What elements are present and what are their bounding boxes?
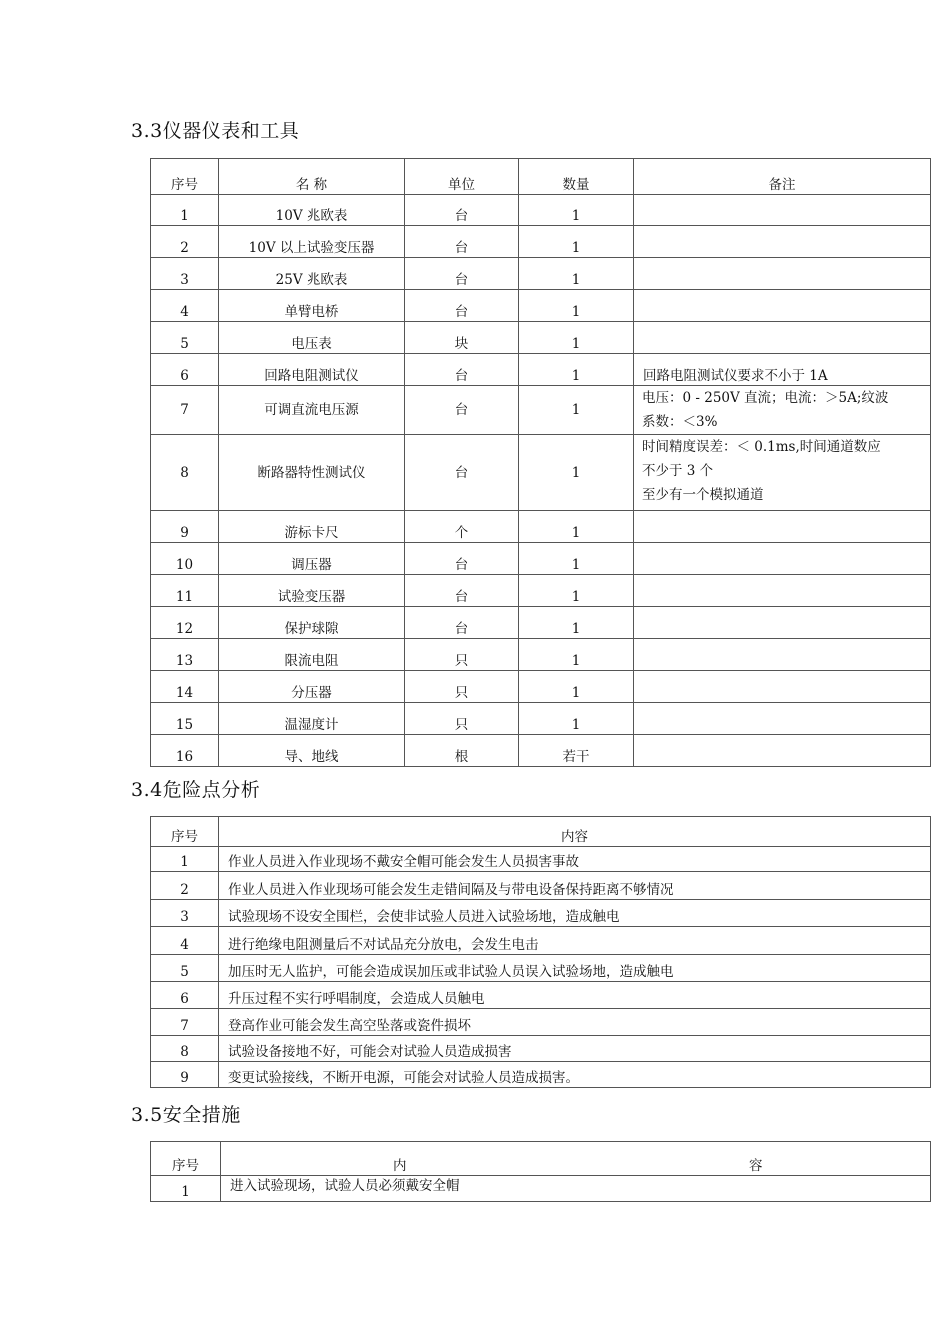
note-line: 电压：0 - 250V 直流；电流：＞5A;纹波 bbox=[642, 390, 889, 406]
row-no: 8 bbox=[151, 1036, 219, 1062]
row-qty: 1 bbox=[519, 671, 634, 703]
row-no: 1 bbox=[151, 847, 219, 872]
header-content: 内容 bbox=[219, 817, 931, 847]
header-content-part1: 内 bbox=[393, 1158, 407, 1174]
table-row bbox=[151, 543, 931, 575]
row-text: 进行绝缘电阻测量后不对试品充分放电，会发生电击 bbox=[219, 927, 931, 955]
row-no: 14 bbox=[151, 671, 219, 703]
row-unit: 只 bbox=[405, 639, 519, 671]
row-name: 保护球隙 bbox=[219, 607, 405, 639]
row-note bbox=[634, 195, 931, 226]
table-row bbox=[151, 703, 931, 735]
row-no: 7 bbox=[151, 1009, 219, 1036]
header-no: 序号 bbox=[151, 159, 219, 195]
table-row bbox=[151, 1009, 931, 1036]
row-name: 25V 兆欧表 bbox=[219, 258, 405, 290]
row-unit: 根 bbox=[405, 735, 519, 767]
table-row bbox=[151, 1036, 931, 1062]
table-row bbox=[151, 511, 931, 543]
header-content bbox=[221, 1142, 931, 1176]
row-note bbox=[634, 575, 931, 607]
row-name: 限流电阻 bbox=[219, 639, 405, 671]
row-name: 可调直流电压源 bbox=[219, 386, 405, 435]
row-name: 调压器 bbox=[219, 543, 405, 575]
row-text: 加压时无人监护，可能会造成误加压或非试验人员误入试验场地，造成触电 bbox=[219, 955, 931, 982]
row-unit: 台 bbox=[405, 575, 519, 607]
row-unit: 台 bbox=[405, 543, 519, 575]
row-no: 5 bbox=[151, 322, 219, 354]
row-qty: 若干 bbox=[519, 735, 634, 767]
table-row bbox=[151, 575, 931, 607]
row-no: 9 bbox=[151, 511, 219, 543]
header-note: 备注 bbox=[634, 159, 931, 195]
row-name: 回路电阻测试仪 bbox=[219, 354, 405, 386]
row-qty: 1 bbox=[519, 435, 634, 511]
row-qty: 1 bbox=[519, 354, 634, 386]
row-unit: 台 bbox=[405, 354, 519, 386]
row-note bbox=[634, 639, 931, 671]
row-qty: 1 bbox=[519, 226, 634, 258]
row-text: 试验现场不设安全围栏，会使非试验人员进入试验场地，造成触电 bbox=[219, 900, 931, 927]
row-name: 温湿度计 bbox=[219, 703, 405, 735]
row-qty: 1 bbox=[519, 195, 634, 226]
row-no: 2 bbox=[151, 872, 219, 900]
row-text: 登高作业可能会发生高空坠落或瓷件损坏 bbox=[219, 1009, 931, 1036]
row-note bbox=[634, 226, 931, 258]
row-unit: 块 bbox=[405, 322, 519, 354]
row-no: 12 bbox=[151, 607, 219, 639]
row-qty: 1 bbox=[519, 607, 634, 639]
row-no: 6 bbox=[151, 982, 219, 1009]
row-no: 3 bbox=[151, 900, 219, 927]
row-note bbox=[634, 703, 931, 735]
row-unit: 台 bbox=[405, 607, 519, 639]
row-name: 游标卡尺 bbox=[219, 511, 405, 543]
row-text: 进入试验现场，试验人员必须戴安全帽 bbox=[221, 1176, 931, 1202]
row-name: 分压器 bbox=[219, 671, 405, 703]
row-name: 10V 以上试验变压器 bbox=[219, 226, 405, 258]
row-qty: 1 bbox=[519, 322, 634, 354]
table-row bbox=[151, 1176, 931, 1202]
row-unit: 台 bbox=[405, 435, 519, 511]
row-no: 15 bbox=[151, 703, 219, 735]
row-no: 13 bbox=[151, 639, 219, 671]
table-row bbox=[151, 226, 931, 258]
section-3-4-title: 3.4危险点分析 bbox=[131, 779, 261, 801]
row-note: 回路电阻测试仪要求不小于 1A bbox=[634, 354, 931, 386]
table-row bbox=[151, 735, 931, 767]
row-name: 导、地线 bbox=[219, 735, 405, 767]
row-no: 8 bbox=[151, 435, 219, 511]
row-qty: 1 bbox=[519, 258, 634, 290]
row-text: 作业人员进入作业现场不戴安全帽可能会发生人员损害事故 bbox=[219, 847, 931, 872]
row-unit: 只 bbox=[405, 703, 519, 735]
row-qty: 1 bbox=[519, 290, 634, 322]
row-no: 2 bbox=[151, 226, 219, 258]
table-row bbox=[151, 607, 931, 639]
row-name: 单臂电桥 bbox=[219, 290, 405, 322]
table-row bbox=[151, 927, 931, 955]
row-no: 16 bbox=[151, 735, 219, 767]
row-note bbox=[634, 290, 931, 322]
row-no: 11 bbox=[151, 575, 219, 607]
row-qty: 1 bbox=[519, 386, 634, 435]
table-header-row bbox=[151, 159, 931, 195]
row-unit: 台 bbox=[405, 386, 519, 435]
row-qty: 1 bbox=[519, 575, 634, 607]
row-note bbox=[634, 671, 931, 703]
row-name: 试验变压器 bbox=[219, 575, 405, 607]
row-text: 变更试验接线，不断开电源，可能会对试验人员造成损害。 bbox=[219, 1062, 931, 1088]
table-header-row bbox=[151, 1142, 931, 1176]
section-3-3-title: 3.3仪器仪表和工具 bbox=[131, 120, 300, 142]
header-qty: 数量 bbox=[519, 159, 634, 195]
row-note bbox=[634, 386, 931, 435]
row-no: 4 bbox=[151, 290, 219, 322]
row-note bbox=[634, 322, 931, 354]
row-qty: 1 bbox=[519, 543, 634, 575]
row-no: 3 bbox=[151, 258, 219, 290]
row-no: 7 bbox=[151, 386, 219, 435]
section-3-5-title: 3.5安全措施 bbox=[131, 1104, 241, 1126]
table-row bbox=[151, 639, 931, 671]
table-row bbox=[151, 847, 931, 872]
safety-measures-table bbox=[150, 1141, 931, 1202]
row-unit: 台 bbox=[405, 258, 519, 290]
note-line: 不少于 3 个 bbox=[642, 463, 714, 479]
row-unit: 个 bbox=[405, 511, 519, 543]
row-qty: 1 bbox=[519, 703, 634, 735]
note-line: 至少有一个模拟通道 bbox=[642, 487, 764, 503]
note-line: 时间精度误差：＜ 0.1ms,时间通道数应 bbox=[642, 439, 881, 455]
row-note bbox=[634, 511, 931, 543]
header-content-part2: 容 bbox=[749, 1158, 763, 1174]
table-row bbox=[151, 955, 931, 982]
row-no: 9 bbox=[151, 1062, 219, 1088]
row-text: 作业人员进入作业现场可能会发生走错间隔及与带电设备保持距离不够情况 bbox=[219, 872, 931, 900]
table-row bbox=[151, 290, 931, 322]
header-unit: 单位 bbox=[405, 159, 519, 195]
row-no: 1 bbox=[151, 1176, 221, 1202]
row-no: 6 bbox=[151, 354, 219, 386]
row-note bbox=[634, 607, 931, 639]
row-qty: 1 bbox=[519, 639, 634, 671]
row-unit: 台 bbox=[405, 226, 519, 258]
row-no: 1 bbox=[151, 195, 219, 226]
note-line: 系数：＜3% bbox=[642, 414, 718, 430]
header-name: 名 称 bbox=[219, 159, 405, 195]
table-row bbox=[151, 258, 931, 290]
row-no: 5 bbox=[151, 955, 219, 982]
row-text: 升压过程不实行呼唱制度，会造成人员触电 bbox=[219, 982, 931, 1009]
row-note bbox=[634, 543, 931, 575]
table-row bbox=[151, 1062, 931, 1088]
hazard-table bbox=[150, 816, 931, 1088]
row-unit: 台 bbox=[405, 195, 519, 226]
row-name: 断路器特性测试仪 bbox=[219, 435, 405, 511]
table-row bbox=[151, 982, 931, 1009]
row-note bbox=[634, 735, 931, 767]
table-row bbox=[151, 354, 931, 386]
row-no: 4 bbox=[151, 927, 219, 955]
row-note bbox=[634, 258, 931, 290]
table-row bbox=[151, 386, 931, 435]
table-row bbox=[151, 322, 931, 354]
row-no: 10 bbox=[151, 543, 219, 575]
row-unit: 只 bbox=[405, 671, 519, 703]
header-no: 序号 bbox=[151, 817, 219, 847]
table-row bbox=[151, 900, 931, 927]
row-note bbox=[634, 435, 931, 511]
instruments-table bbox=[150, 158, 931, 767]
row-text: 试验设备接地不好，可能会对试验人员造成损害 bbox=[219, 1036, 931, 1062]
row-qty: 1 bbox=[519, 511, 634, 543]
header-no: 序号 bbox=[151, 1142, 221, 1176]
row-unit: 台 bbox=[405, 290, 519, 322]
table-row bbox=[151, 872, 931, 900]
table-row bbox=[151, 195, 931, 226]
table-row bbox=[151, 671, 931, 703]
row-name: 电压表 bbox=[219, 322, 405, 354]
table-header-row bbox=[151, 817, 931, 847]
row-name: 10V 兆欧表 bbox=[219, 195, 405, 226]
table-row bbox=[151, 435, 931, 511]
